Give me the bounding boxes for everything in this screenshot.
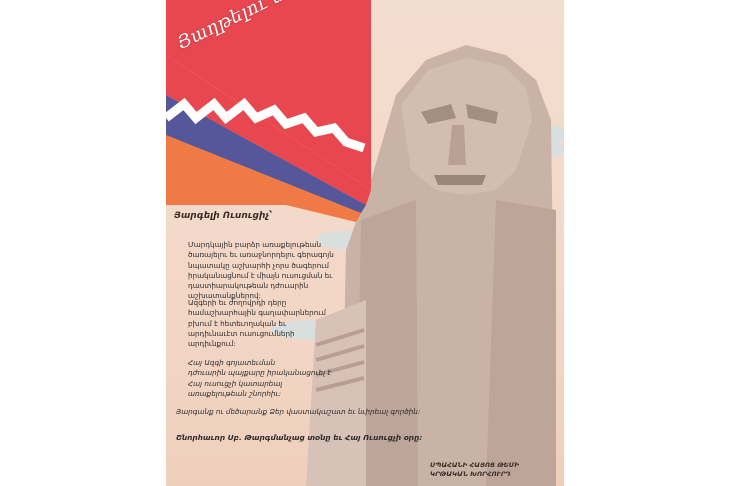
text-line: արդիւնքում: [188, 339, 236, 349]
text-line: արդիւնաւէտ ուսուցումների [188, 328, 295, 338]
text-line: իրականացնում է միայն ուսուցման եւ [188, 270, 333, 280]
text-line: առաքելութեան շնորհիւ: [188, 388, 282, 398]
text-line: Մարդկային բարձր առաքելութեան [188, 240, 322, 249]
text-line: դժուարին պայքարը իրականացուել է [188, 368, 332, 378]
text-line: աշխատանքներով: [188, 291, 261, 301]
paragraph-4: Յարգանք ու մեծարանք Ձեր վաստակաշատ եւ նւիրեալ գործին: [176, 407, 421, 416]
paragraph-2 [188, 298, 326, 349]
text-line: Հայ ուսուցչի կատարեալ [188, 378, 283, 388]
signature [430, 461, 519, 479]
greeting: Յարգելի Ուսուցիչ՝ [174, 211, 273, 221]
paragraph-5: Շնորհաւոր Սբ. Թարգմանչաց տօնը եւ Հայ Ուսուցչի օրը: [176, 433, 423, 442]
text-line: Ազգերի եւ ժողովրդի դերը [188, 298, 287, 307]
text-line: բխում է հետեւողական եւ [188, 318, 287, 328]
paragraph-1 [188, 240, 334, 302]
paragraph-3 [188, 358, 331, 399]
text-line: դաստիարակութեան դժուարին [188, 281, 309, 291]
text-line: Հայ Ազգի գոյատեւման [188, 358, 276, 367]
text-line: համաշխարհային գաղափարներում [188, 308, 326, 318]
text-line: ծառայելու եւ առաջնորդելու գերագոյն [188, 250, 334, 260]
signature-line: ՍՊԱՀԱՆԻ ՀԱՅՈՑ ԹԵՄԻ [430, 461, 520, 469]
text-line: նպատակը աշխարհի չորս ծագերում [188, 260, 329, 270]
signature-line: ԿՐԹԱԿԱՆ ԽՈՐՀՈՒՐԴ [430, 470, 511, 478]
poster-card [166, 0, 564, 486]
